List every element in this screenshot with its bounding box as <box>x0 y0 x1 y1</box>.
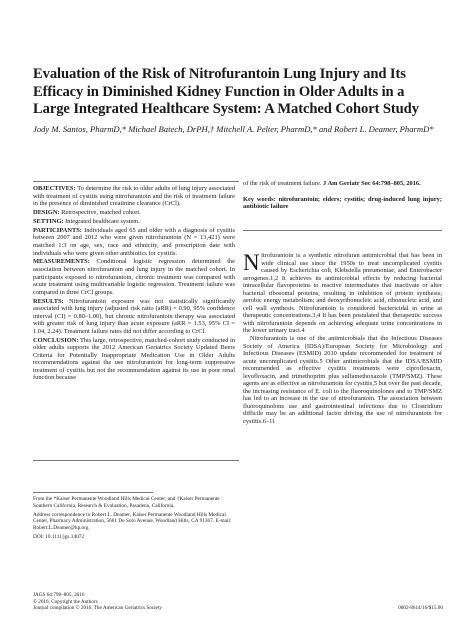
abstract-objectives <box>33 185 235 208</box>
abstract-results <box>33 298 235 336</box>
abstract-text: Individuals aged 65 and older with a diagnosis of cystitis between 2007 and 2012 who were given nitrofurantoin (N = 13,421) were matched 1:3 on age, sex, race and ethnicity, and prescription date with individuals who were given other antibiotics for cystitis. <box>33 226 235 257</box>
doi-text: DOI: 10.1111/jgs.14072 <box>33 533 85 540</box>
footer-copyright: © 2016, Copyright the Authors <box>33 598 98 605</box>
affiliations <box>33 492 239 543</box>
footnote-rule <box>33 492 153 493</box>
author-list: Jody M. Santos, PharmD,* Michael Batech, DrPH,† Mitchell A. Pelter, PharmD,* and Robert L. Deamer, PharmD* <box>33 124 434 134</box>
body-paragraph <box>243 252 442 335</box>
abstract-text: Nitrofurantoin exposure was not statistically significantly associated with lung injury (adjusted risk ratio (aRR) = 0.90, 95% confidence interval (CI) = 0.80–1.00), but chronic nitrofurantoin therapy was associated with greater risk of lung injury than acute exposure (aRR = 1.53, 95% CI = 1.04, 2.24). Treatment failure rates did not differ according to CrCl. <box>33 297 235 335</box>
paragraph-text: itrofurantoin is a synthetic nitrofuran antimicrobial that has been in wide clinical use since the 1950s to treat uncomplicated cystitis caused by Escherichia coli, Klebsiella pneumoniae, and Enterobacter aerogenes.1,2 It achieves its antimicrobial effects by reducing bacterial intracellular flavoproteins to reactive intermediates that inactivate or alter bacterial ribosomal proteins, resulting in inhibition of protein synthesis; aerobic energy metabolism; and deoxyribonucleic acid, ribonucleic acid, and cell wall synthesis. Nitrofurantoin is considered bactericidal in urine at therapeutic concentrations.3,4 It has been postulated that therapeutic success with nitrofurantoin depends on achieving adequate urine concentrations in the lower urinary tract.4 <box>243 252 442 335</box>
paragraph-text: Nitrofurantoin is one of the antimicrobials that the Infectious Diseases Society of America (IDSA)/European Society for Microbiology and Infectious Diseases (ESMID) 2010 update recommended for treatment of acute uncomplicated cystitis.5 Other antimicrobials that the IDSA/ESMID recommended as effective cystitis treatments were ciprofloxacin, levofloxacin, and trimethoprim plus sulfamethoxazole (TMP/SMZ). These agents are as effective as nitrofurantoin for cystitis,5 but over the past decade, the increasing resistance of E. coli to the fluoroquinolones and to TMP/SMZ has led to an increase in the use of nitrofurantoin. The association between fluoroquinolone use and gastrointestinal infections due to Clostridium difficile may be an additional factor driving the use of nitrofurantoin for cystitis.6–11 <box>243 335 442 426</box>
abstract-label: OBJECTIVES: <box>33 185 76 192</box>
footer-code: 0002-8614/16/$15.00 <box>398 605 443 611</box>
body-text <box>243 252 442 426</box>
body-paragraph <box>243 335 442 426</box>
drop-cap: N <box>243 250 260 275</box>
abstract <box>33 185 235 383</box>
abstract-text: To determine the risk to older adults of lung injury associated with treatment of cystitis using nitrofurantoin and the risk of treatment failure in the presence of diminished creatinine clearance (CrCl). <box>33 185 236 208</box>
abstract-continuation <box>243 180 442 212</box>
keywords <box>243 196 442 211</box>
affiliation-text: From the *Kaiser Permanente Woodland Hills Medical Center; and †Kaiser Permanente Southern California, Research & Evaluation, Pasadena, California. <box>33 496 220 509</box>
abstract-conclusion <box>33 337 235 382</box>
abstract-text: Conditional logistic regression determined the association between nitrofurantoin and lung injury in the matched cohort. In participants exposed to nitrofurantoin, chronic treatment was compared with acute treatment using multivariable logistic regression. Treatment failure was compared in three CrCl groups. <box>33 258 236 296</box>
article-title: Evaluation of the Risk of Nitrofurantoin Lung Injury and Its Efficacy in Diminished Kidney Function in Older Adults in a Large Integrated Healthcare System: A Matched Cohort Study <box>33 66 419 117</box>
abstract-participants <box>33 227 235 257</box>
abstract-text: Integrated healthcare system. <box>65 217 140 225</box>
abstract-label: MEASUREMENTS: <box>33 258 90 266</box>
abstract-label: CONCLUSION: <box>33 336 79 344</box>
page-footer <box>33 592 443 612</box>
keywords-text: nitrofurantoin; elders; cystitis; drug-induced lung injury; antibiotic failure <box>243 195 442 211</box>
section-divider <box>243 230 442 231</box>
keywords-label: Key words: <box>243 195 276 203</box>
abstract-measurements <box>33 258 235 296</box>
journal-citation: J Am Geriatr Soc 64:798–805, 2016. <box>323 180 421 187</box>
footer-journal: JAGS 64:798–805, 2016 <box>33 592 85 598</box>
abstract-text: This large, retrospective, matched-cohort study conducted in older adults supports the 2012 American Geriatrics Society Updated Beers Criteria for Potentially Inappropriate Medication Use in Older Adults recommendations against the use nitrofurantoin for long-term suppressive treatment of cystitis but not the recommendation against its use in poor renal function because <box>33 336 236 382</box>
abstract-label: RESULTS: <box>33 297 64 305</box>
correspondence-text: Address correspondence to Robert L. Deamer, Kaiser Permanente Woodland Hills Medical Center, Pharmacy Administration, 5601 De Soto Avenue, Woodland Hills, CA 91367. E-mail: Robert.L.Deamer@kp.org <box>33 511 232 531</box>
abstract-label: DESIGN: <box>33 209 60 217</box>
abstract-label: SETTING: <box>33 217 64 225</box>
abstract-text: Retrospective, matched cohort. <box>61 209 141 217</box>
footer-compilation: Journal compilation © 2016, The American Geriatrics Society <box>33 605 162 611</box>
abstract-cont-text: of the risk of treatment failure. <box>243 180 322 187</box>
abstract-setting <box>33 218 235 226</box>
abstract-design <box>33 209 235 217</box>
abstract-label: PARTICIPANTS: <box>33 226 82 234</box>
